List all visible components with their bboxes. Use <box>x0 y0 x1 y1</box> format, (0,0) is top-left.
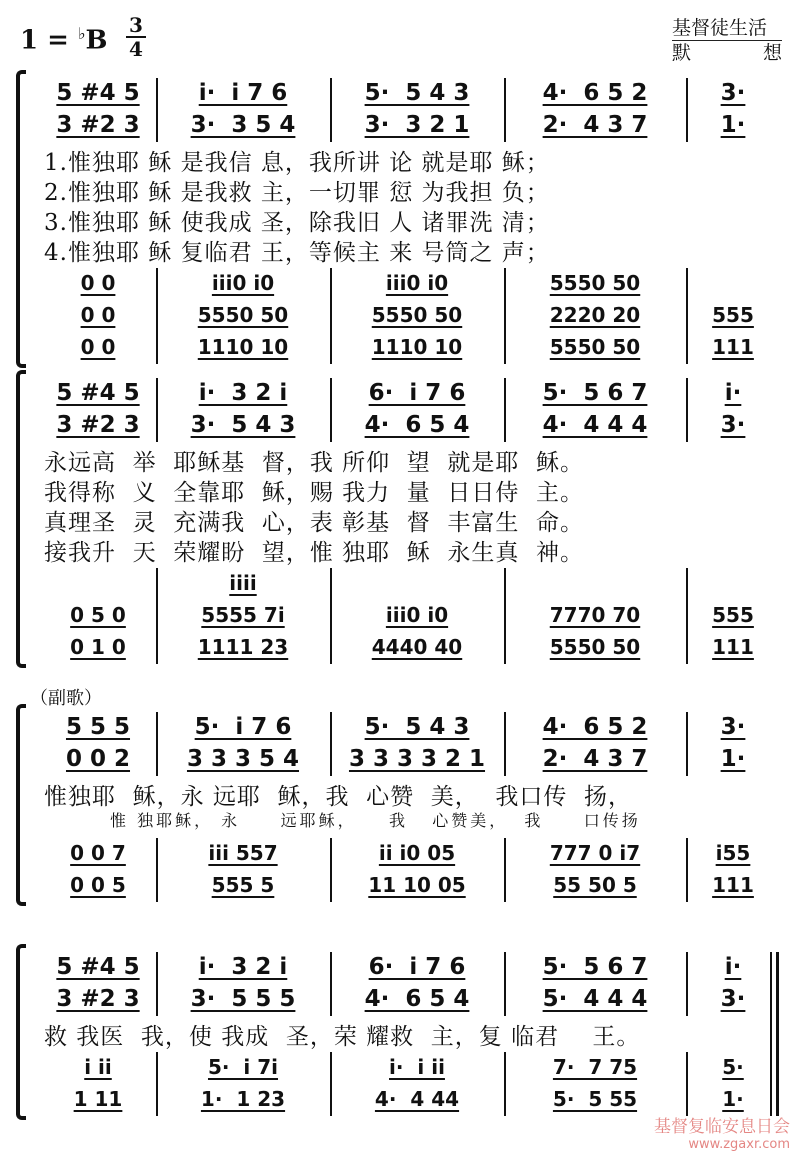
measure <box>690 300 776 330</box>
measure <box>690 378 776 408</box>
note-group: 5550 50 <box>549 271 641 295</box>
bar-line <box>330 838 332 902</box>
credits <box>672 16 782 65</box>
note-group: 4· 6 5 4 <box>364 986 470 1012</box>
bar-line <box>686 712 688 776</box>
note-group: 1· <box>722 1087 744 1111</box>
note-group: 5· i 7 6 <box>194 714 292 740</box>
note-group: 111 <box>712 873 754 897</box>
notation-row <box>44 952 784 982</box>
bar-line <box>504 378 506 442</box>
notation-row <box>44 410 784 440</box>
measure <box>508 332 682 362</box>
measure <box>508 410 682 440</box>
measure <box>160 838 326 868</box>
measure <box>44 984 152 1014</box>
note-group: 1 11 <box>73 1087 123 1111</box>
note-group: i· i 7 6 <box>198 80 288 106</box>
measure <box>44 744 152 774</box>
time-signature <box>126 14 146 60</box>
measure <box>508 984 682 1014</box>
note-group: 3 3 3 5 4 <box>186 746 300 772</box>
system-bracket <box>16 70 26 368</box>
measure <box>690 838 776 868</box>
measure <box>44 712 152 742</box>
bar-line <box>330 268 332 364</box>
bar-line <box>686 378 688 442</box>
measure <box>334 410 500 440</box>
measure <box>334 110 500 140</box>
note-group: 5550 50 <box>549 335 641 359</box>
note-group: 0 0 <box>80 335 116 359</box>
note-group: 4· 4 44 <box>374 1087 460 1111</box>
measure <box>690 78 776 108</box>
measure <box>690 870 776 900</box>
bar-line <box>330 378 332 442</box>
note-group: 0 0 7 <box>70 841 126 865</box>
final-bar-thick <box>776 952 779 1116</box>
bar-line <box>686 1052 688 1116</box>
notation-row <box>44 984 784 1014</box>
note-group: 0 0 5 <box>70 873 126 897</box>
measure <box>334 838 500 868</box>
system-bracket <box>16 370 26 668</box>
bar-line <box>504 268 506 364</box>
measure <box>508 378 682 408</box>
notation-row <box>44 300 784 330</box>
measure <box>44 332 152 362</box>
final-bar-thin <box>770 952 772 1116</box>
note-group: i· 3 2 i <box>198 380 288 406</box>
bar-line <box>156 378 158 442</box>
bar-line <box>686 952 688 1016</box>
measure <box>160 332 326 362</box>
note-group: 0 0 <box>80 303 116 327</box>
time-top: 3 <box>129 13 143 37</box>
bar-line <box>504 712 506 776</box>
note-group: 5· <box>722 1055 744 1079</box>
measure <box>334 952 500 982</box>
watermark-title: 基督复临安息日会 <box>654 1117 790 1137</box>
lyric-line: 我得称 义 全靠耶 稣，赐 我力 量 日日侍 主。 <box>44 480 585 506</box>
measure <box>160 1052 326 1082</box>
note-group: i· i ii <box>389 1055 445 1079</box>
measure <box>334 984 500 1014</box>
measure <box>160 410 326 440</box>
system-bracket <box>16 944 26 1120</box>
note-group: 3· 5 5 5 <box>190 986 296 1012</box>
bar-line <box>504 78 506 142</box>
measure <box>160 268 326 298</box>
note-group: 5· i 7i <box>207 1055 279 1079</box>
measure <box>44 378 152 408</box>
bar-line <box>156 952 158 1016</box>
bar-line <box>156 838 158 902</box>
bar-line <box>330 78 332 142</box>
lyric-line: 4.惟独耶 稣 复临君 王，等候主 来 号筒之 声； <box>44 240 550 266</box>
note-group: 555 5 <box>211 873 275 897</box>
measure <box>508 78 682 108</box>
measure <box>334 300 500 330</box>
note-group: 55 50 5 <box>553 873 637 897</box>
note-group: 7· 7 75 <box>552 1055 638 1079</box>
system-bracket <box>16 704 26 906</box>
measure <box>508 952 682 982</box>
measure <box>334 1052 500 1082</box>
measure <box>334 568 500 598</box>
note-group: 1111 23 <box>197 635 289 659</box>
note-group: iii0 i0 <box>385 603 449 627</box>
composer-credit <box>672 41 782 65</box>
time-bottom: 4 <box>126 36 146 60</box>
note-group: 777 0 i7 <box>549 841 641 865</box>
measure <box>160 1084 326 1114</box>
note-group: 5· 5 6 7 <box>542 954 648 980</box>
measure <box>508 110 682 140</box>
measure <box>44 870 152 900</box>
bar-line <box>156 1052 158 1116</box>
note-group: 5· 5 4 3 <box>364 714 470 740</box>
note-group: 4· 6 5 4 <box>364 412 470 438</box>
measure <box>334 600 500 630</box>
measure <box>160 632 326 662</box>
measure <box>508 712 682 742</box>
measure <box>508 300 682 330</box>
lyric-line: 真理圣 灵 充满我 心，表 彰基 督 丰富生 命。 <box>44 510 585 536</box>
bar-line <box>330 952 332 1016</box>
measure <box>160 78 326 108</box>
note-group: 3· <box>720 80 746 106</box>
measure <box>44 632 152 662</box>
key-note: B <box>85 25 108 56</box>
note-group: 2· 4 3 7 <box>542 746 648 772</box>
flat-sign: ♭ <box>77 24 86 43</box>
bar-line <box>504 952 506 1016</box>
secondary-lyric-line: 惟 独耶稣， 永 远耶稣， 我 心赞美， 我 口传扬 <box>110 811 641 830</box>
notation-row <box>44 870 784 900</box>
measure <box>690 600 776 630</box>
note-group: 4· 4 4 4 <box>542 412 648 438</box>
note-group: i· <box>724 954 742 980</box>
note-group: 111 <box>712 635 754 659</box>
notation-row <box>44 1052 784 1082</box>
note-group: 3 3 3 3 2 1 <box>348 746 486 772</box>
measure <box>690 744 776 774</box>
note-group: 0 5 0 <box>70 603 126 627</box>
measure <box>44 410 152 440</box>
lyric-line: 2.惟独耶 稣 是我救 主，一切罪 愆 为我担 负； <box>44 180 550 206</box>
bar-line <box>330 1052 332 1116</box>
note-group: 5 5 5 <box>65 714 131 740</box>
note-group: 3 #2 3 <box>56 986 140 1012</box>
bar-line <box>330 568 332 664</box>
note-group: 0 1 0 <box>70 635 126 659</box>
bar-line <box>504 838 506 902</box>
note-group: 3· 3 5 4 <box>190 112 296 138</box>
measure <box>160 378 326 408</box>
measure <box>160 870 326 900</box>
note-group: 5 #4 5 <box>56 954 140 980</box>
measure <box>160 744 326 774</box>
watermark-url: www.zgaxr.com <box>688 1137 790 1152</box>
notation-row <box>44 1084 784 1114</box>
note-group: 1· <box>720 746 746 772</box>
note-group: 3· 3 2 1 <box>364 112 470 138</box>
bar-line <box>156 268 158 364</box>
note-group: 5550 50 <box>197 303 289 327</box>
note-group: ii i0 05 <box>378 841 456 865</box>
measure <box>690 568 776 598</box>
note-group: 3· <box>720 412 746 438</box>
note-group: 3 #2 3 <box>56 412 140 438</box>
composer-char-2: 想 <box>762 42 782 64</box>
note-group: 11 10 05 <box>368 873 466 897</box>
notation-row <box>44 268 784 298</box>
note-group: 3· <box>720 986 746 1012</box>
lyric-line: 永远高 举 耶稣基 督，我 所仰 望 就是耶 稣。 <box>44 450 585 476</box>
note-group: i· 3 2 i <box>198 954 288 980</box>
key-signature <box>20 24 108 56</box>
note-group: 3· <box>720 714 746 740</box>
bar-line <box>686 568 688 664</box>
measure <box>44 110 152 140</box>
bar-line <box>504 568 506 664</box>
notation-row <box>44 332 784 362</box>
note-group: 1110 10 <box>371 335 463 359</box>
measure <box>334 378 500 408</box>
note-group: 5555 7i <box>201 603 285 627</box>
measure <box>334 332 500 362</box>
measure <box>690 110 776 140</box>
measure <box>334 632 500 662</box>
measure <box>690 984 776 1014</box>
bar-line <box>330 712 332 776</box>
note-group: i· <box>724 380 742 406</box>
note-group: i ii <box>84 1055 112 1079</box>
measure <box>44 838 152 868</box>
note-group: 5· 5 55 <box>552 1087 638 1111</box>
note-group: 6· i 7 6 <box>368 380 466 406</box>
note-group: 5550 50 <box>549 635 641 659</box>
measure <box>160 568 326 598</box>
note-group: 4· 6 5 2 <box>542 714 648 740</box>
measure <box>508 870 682 900</box>
note-group: iii 557 <box>208 841 278 865</box>
measure <box>44 1052 152 1082</box>
note-group: 4440 40 <box>371 635 463 659</box>
measure <box>508 268 682 298</box>
notation-row <box>44 110 784 140</box>
measure <box>508 1052 682 1082</box>
note-group: 5 #4 5 <box>56 380 140 406</box>
note-group: 1110 10 <box>197 335 289 359</box>
note-group: iii0 i0 <box>385 271 449 295</box>
measure <box>334 870 500 900</box>
notation-row <box>44 378 784 408</box>
bar-line <box>504 1052 506 1116</box>
measure <box>334 268 500 298</box>
note-group: 2220 20 <box>549 303 641 327</box>
lyric-line: 接我升 天 荣耀盼 望，惟 独耶 稣 永生真 神。 <box>44 540 585 566</box>
measure <box>160 952 326 982</box>
source-credit: 基督徒生活 <box>672 16 782 41</box>
note-group: 7770 70 <box>549 603 641 627</box>
bar-line <box>686 268 688 364</box>
measure <box>44 600 152 630</box>
note-group: iii0 i0 <box>211 271 275 295</box>
bar-line <box>156 712 158 776</box>
measure <box>508 1084 682 1114</box>
note-group: 5· 5 6 7 <box>542 380 648 406</box>
measure <box>160 300 326 330</box>
lyric-line: 1.惟独耶 稣 是我信 息，我所讲 论 就是耶 稣； <box>44 150 550 176</box>
notation-row <box>44 78 784 108</box>
note-group: 555 <box>712 603 754 627</box>
composer-char-1: 默 <box>672 42 692 64</box>
note-group: 5550 50 <box>371 303 463 327</box>
measure <box>690 952 776 982</box>
note-group: 4· 6 5 2 <box>542 80 648 106</box>
measure <box>44 300 152 330</box>
note-group: 1· 1 23 <box>200 1087 286 1111</box>
measure <box>160 600 326 630</box>
note-group: 0 0 2 <box>65 746 131 772</box>
note-group: 555 <box>712 303 754 327</box>
measure <box>334 1084 500 1114</box>
measure <box>690 712 776 742</box>
notation-row <box>44 712 784 742</box>
notation-row <box>44 568 784 598</box>
measure <box>334 712 500 742</box>
measure <box>508 600 682 630</box>
note-group: 0 0 <box>80 271 116 295</box>
measure <box>508 632 682 662</box>
measure <box>44 568 152 598</box>
note-group: 5 #4 5 <box>56 80 140 106</box>
key-prefix: 1 = <box>20 25 78 56</box>
note-group: 111 <box>712 335 754 359</box>
bar-line <box>156 78 158 142</box>
chorus-label: （副歌） <box>30 688 102 709</box>
note-group: 6· i 7 6 <box>368 954 466 980</box>
measure <box>160 712 326 742</box>
notation-row <box>44 838 784 868</box>
measure <box>690 632 776 662</box>
bar-line <box>686 78 688 142</box>
measure <box>508 568 682 598</box>
notation-row <box>44 632 784 662</box>
measure <box>44 952 152 982</box>
measure <box>508 744 682 774</box>
measure <box>44 78 152 108</box>
measure <box>334 78 500 108</box>
notation-row <box>44 744 784 774</box>
measure <box>334 744 500 774</box>
note-group: 5· 4 4 4 <box>542 986 648 1012</box>
measure <box>690 268 776 298</box>
note-group: 5· 5 4 3 <box>364 80 470 106</box>
note-group: iiii <box>229 571 257 595</box>
measure <box>44 1084 152 1114</box>
measure <box>690 410 776 440</box>
note-group: 3 #2 3 <box>56 112 140 138</box>
measure <box>508 838 682 868</box>
measure <box>160 110 326 140</box>
measure <box>44 268 152 298</box>
note-group: 1· <box>720 112 746 138</box>
watermark <box>654 1112 790 1152</box>
notation-row <box>44 600 784 630</box>
bar-line <box>156 568 158 664</box>
note-group: 3· 5 4 3 <box>190 412 296 438</box>
note-group: 2· 4 3 7 <box>542 112 648 138</box>
measure <box>690 1052 776 1082</box>
measure <box>690 1084 776 1114</box>
bar-line <box>686 838 688 902</box>
lyric-line: 3.惟独耶 稣 使我成 圣，除我旧 人 诸罪洗 清； <box>44 210 550 236</box>
lyric-line: 救 我医 我，使 我成 圣，荣 耀救 主，复 临君 王。 <box>44 1024 641 1050</box>
measure <box>160 984 326 1014</box>
note-group: i55 <box>715 841 751 865</box>
lyric-line: 惟独耶 稣，永 远耶 稣，我 心赞 美， 我口传 扬， <box>44 784 633 810</box>
measure <box>690 332 776 362</box>
